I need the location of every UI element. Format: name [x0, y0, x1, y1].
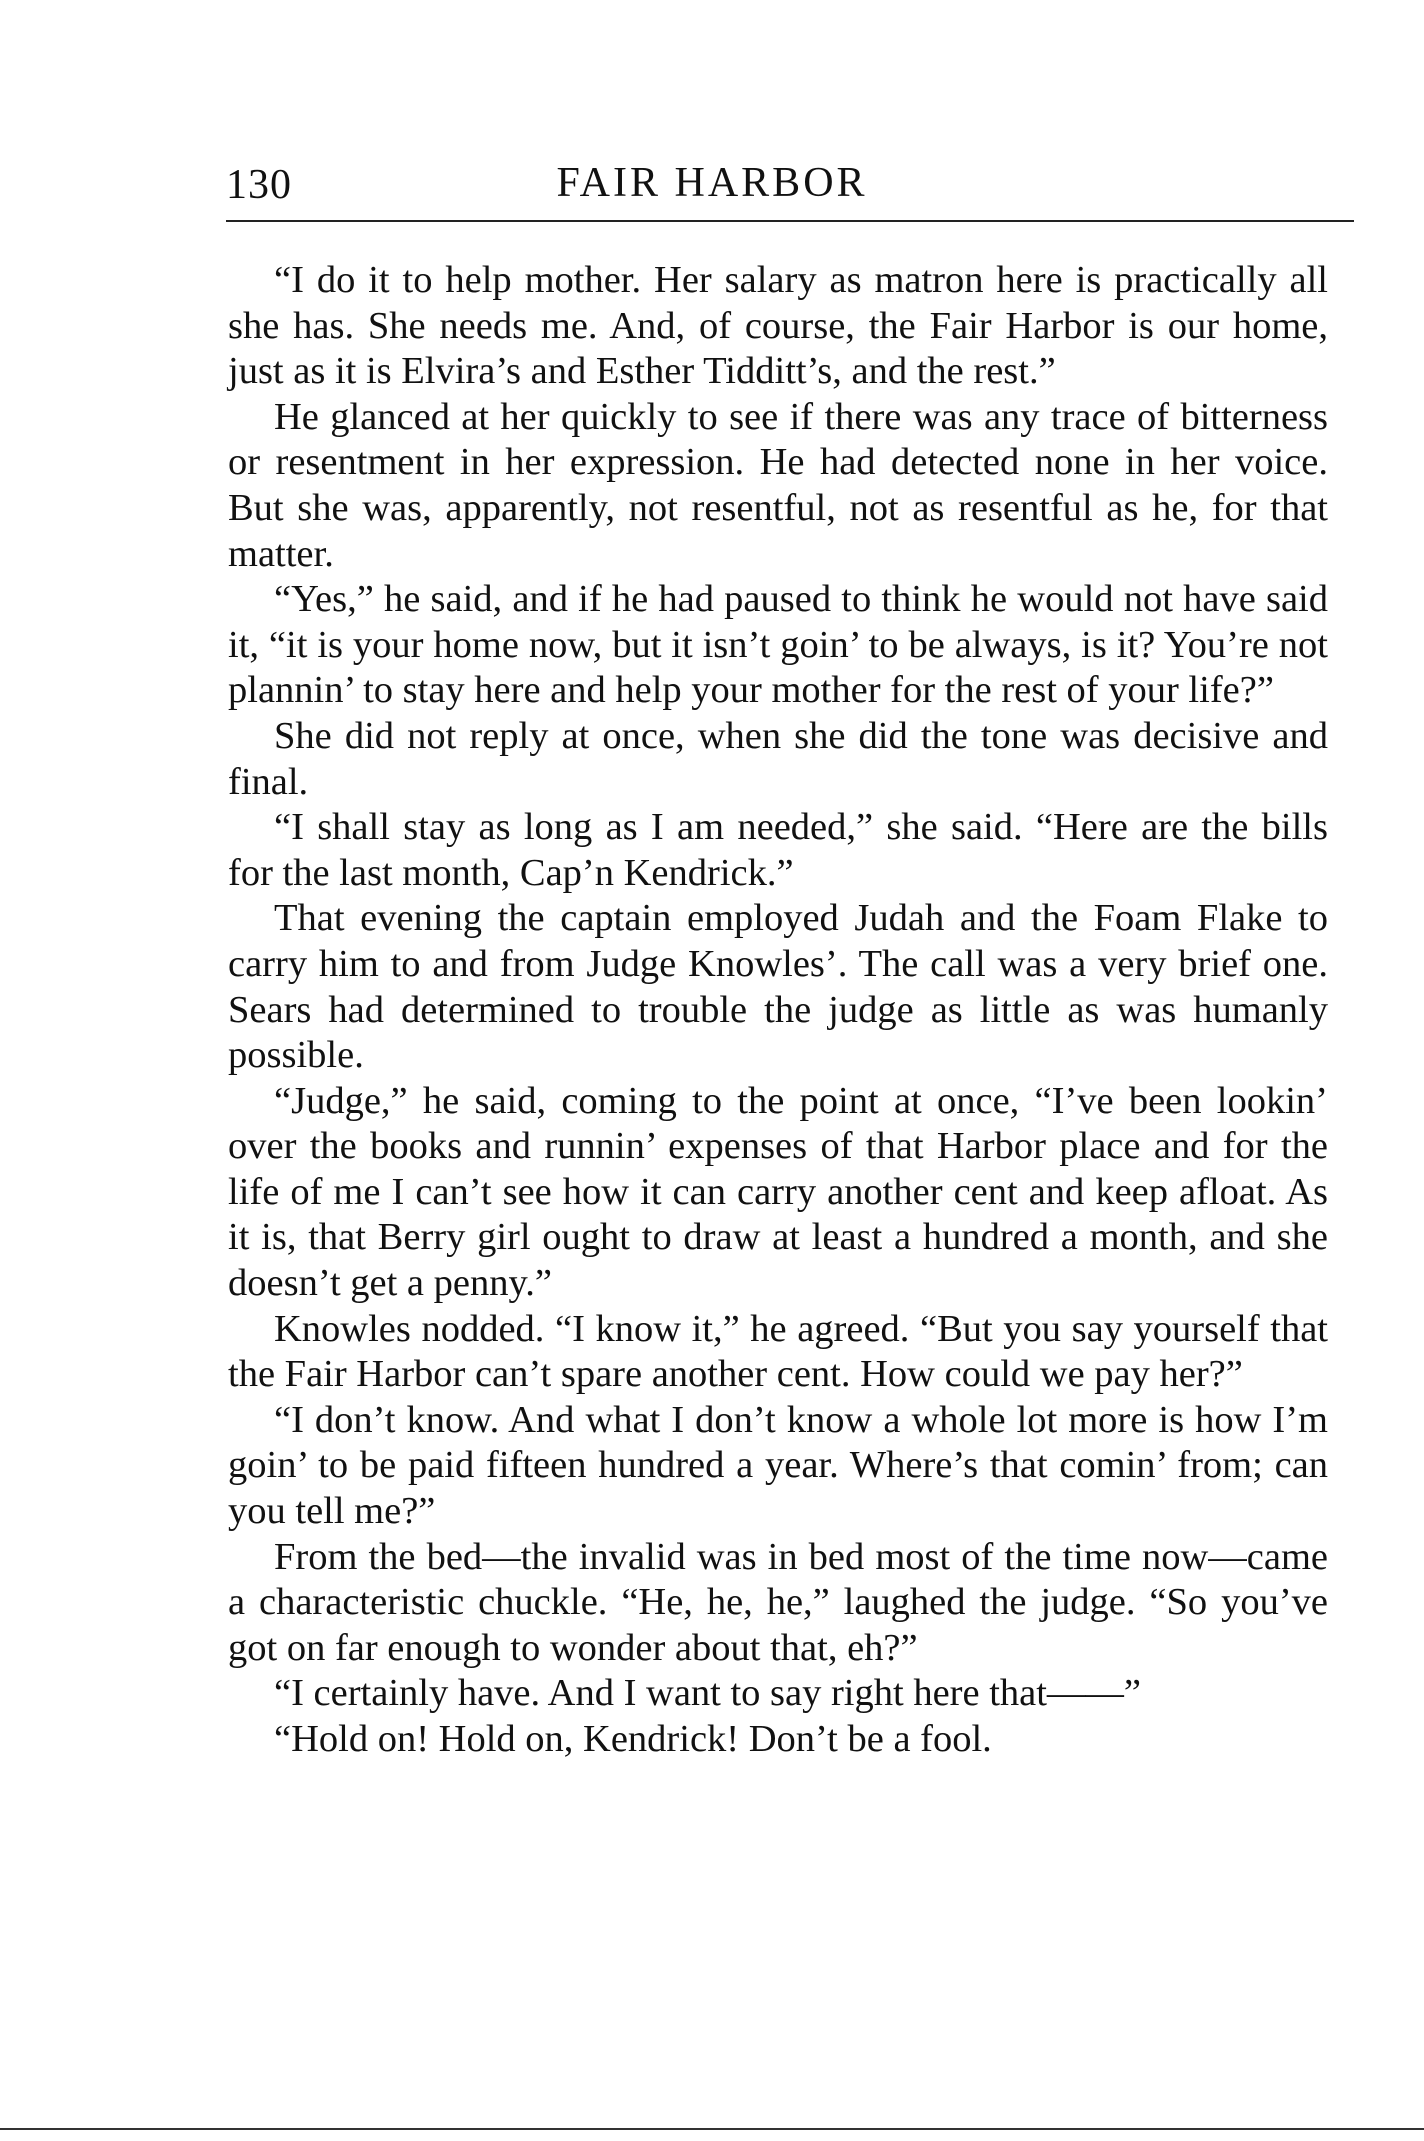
- running-title: FAIR HARBOR: [556, 160, 868, 206]
- body-text: [228, 258, 1328, 1763]
- paragraph: He glanced at her quickly to see if there was any trace of bitterness or resentment in her expression. He had detected none in her voice. But she was, apparently, not resentful, not as resentful as he, for that matter.: [228, 395, 1328, 575]
- paragraph: “I don’t know. And what I don’t know a whole lot more is how I’m goin’ to be paid fifteen hundred a year. Where’s that comin’ from; can you tell me?”: [228, 1398, 1328, 1533]
- paragraph: “I shall stay as long as I am needed,” she said. “Here are the bills for the last month, Cap’n Kendrick.”: [228, 806, 1328, 894]
- paragraph: Knowles nodded. “I know it,” he agreed. “But you say yourself that the Fair Harbor can’t spare another cent. How could we pay her?”: [228, 1307, 1328, 1396]
- paragraph: “I certainly have. And I want to say right here that——”: [274, 1672, 1142, 1715]
- page-number: 130: [226, 162, 292, 208]
- paragraph: “Judge,” he said, coming to the point at once, “I’ve been lookin’ over the books and runnin’ expenses of that Harbor place and for the life of me I can’t see how it can carry another cent and keep afloat. As it is, that Berry girl ought to draw at least a hundred a month, and she doesn’t get a penny.”: [228, 1079, 1328, 1305]
- paragraph: She did not reply at once, when she did the tone was decisive and final.: [228, 714, 1328, 803]
- paragraph: “Yes,” he said, and if he had paused to think he would not have said it, “it is your home now, but it isn’t goin’ to be always, is it? You’re not plannin’ to stay here and help your mother for the rest of your life?”: [228, 578, 1328, 712]
- paragraph: From the bed—the invalid was in bed most of the time now—came a characteristic chuckle. “He, he, he,” laughed the judge. “So you’ve got on far enough to wonder about that, eh?”: [228, 1535, 1328, 1669]
- footer-rule: [0, 2128, 1424, 2130]
- paragraph: “Hold on! Hold on, Kendrick! Don’t be a fool.: [274, 1718, 992, 1760]
- paragraph: “I do it to help mother. Her salary as matron here is practically all she has. She needs me. And, of course, the Fair Harbor is our home, just as it is Elvira’s and Esther Tidditt’s, and the rest.”: [228, 259, 1328, 393]
- header-rule: [226, 220, 1354, 222]
- paragraph: That evening the captain employed Judah and the Foam Flake to carry him to and from Judge Knowles’. The call was a very brief one. Sears had determined to trouble the judge as little as was humanly possible.: [228, 897, 1328, 1077]
